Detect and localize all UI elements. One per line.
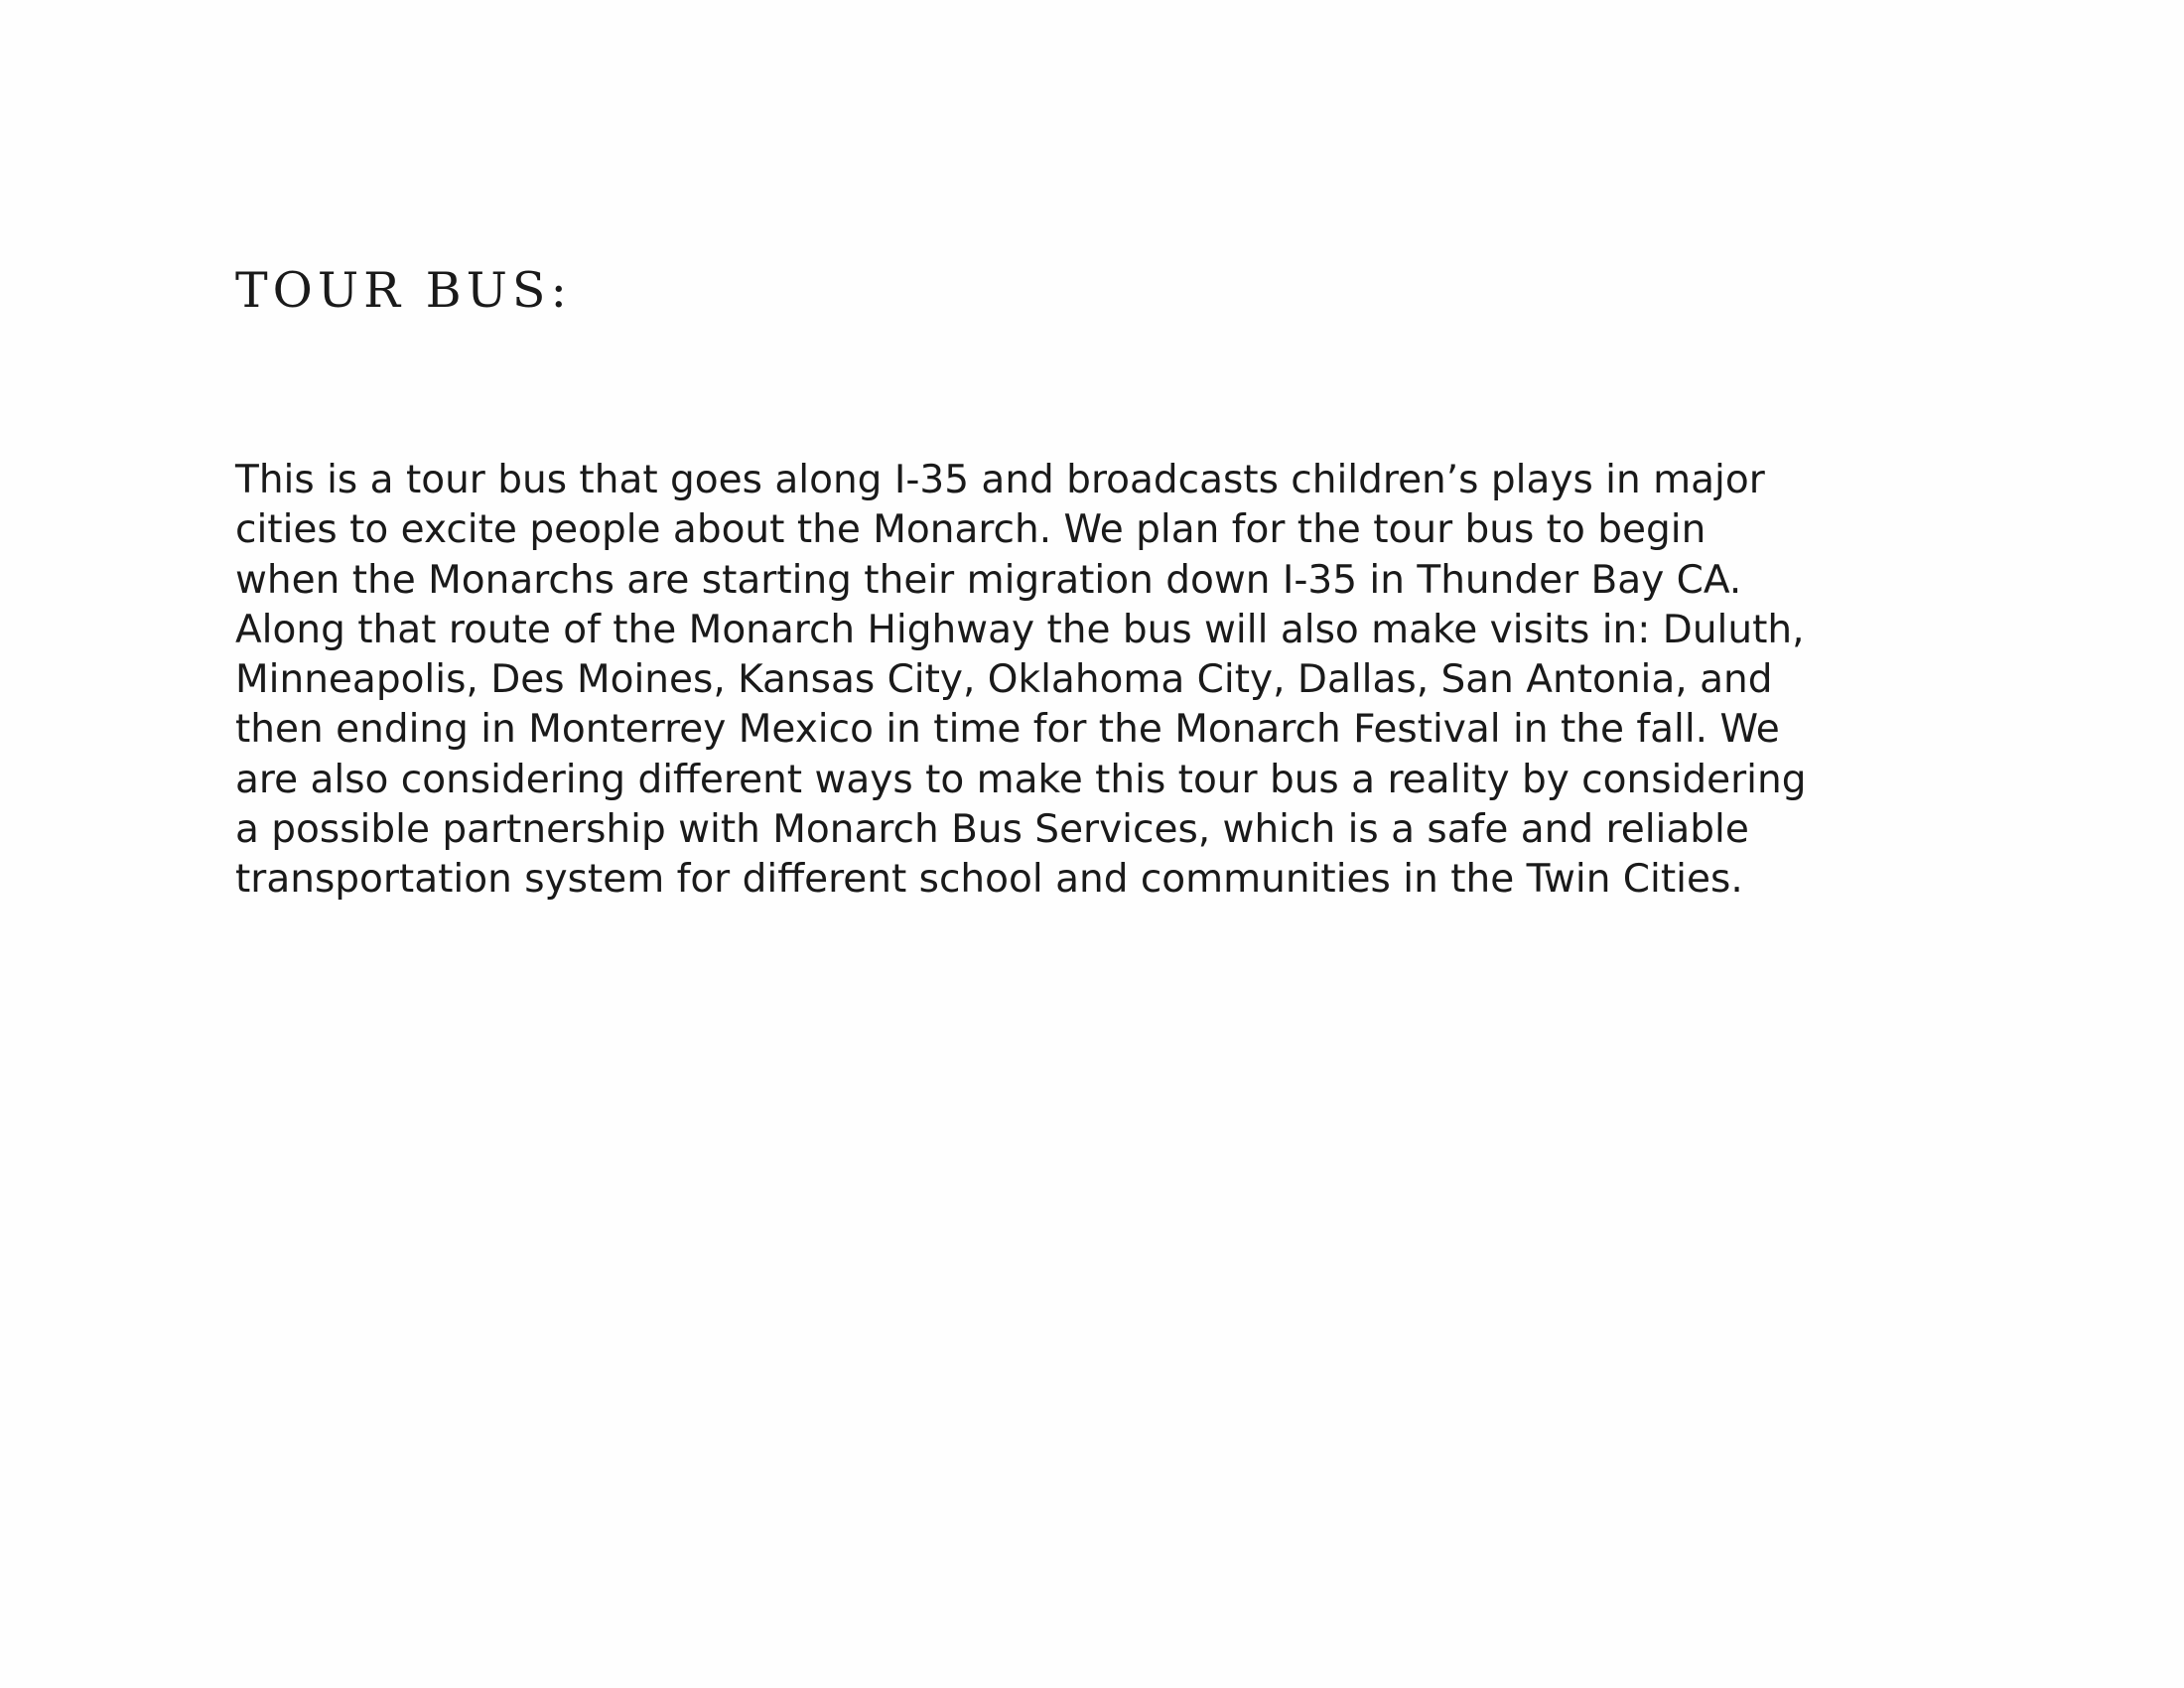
paragraph-line-7: are also considering different ways to make this tour bus a reality by considering: [235, 757, 1807, 802]
paragraph-line-5: Minneapolis, Des Moines, Kansas City, Oklahoma City, Dallas, San Antonia, and: [235, 657, 1773, 703]
page-heading: TOUR BUS:: [235, 262, 572, 319]
paragraph-line-2: cities to excite people about the Monarch. We plan for the tour bus to begin: [235, 507, 1706, 553]
paragraph-line-6: then ending in Monterrey Mexico in time for the Monarch Festival in the fall. We: [235, 707, 1780, 753]
paragraph-line-4: Along that route of the Monarch Highway the bus will also make visits in: Duluth,: [235, 607, 1805, 652]
paragraph-line-1: This is a tour bus that goes along I-35 and broadcasts children’s plays in major: [235, 458, 1765, 502]
body-paragraph: [235, 456, 1943, 906]
paragraph-line-3: when the Monarchs are starting their migration down I-35 in Thunder Bay CA.: [235, 557, 1742, 603]
paragraph-line-8: a possible partnership with Monarch Bus Services, which is a safe and reliable: [235, 807, 1749, 853]
paragraph-line-9: transportation system for different school and communities in the Twin Cities.: [235, 857, 1743, 903]
